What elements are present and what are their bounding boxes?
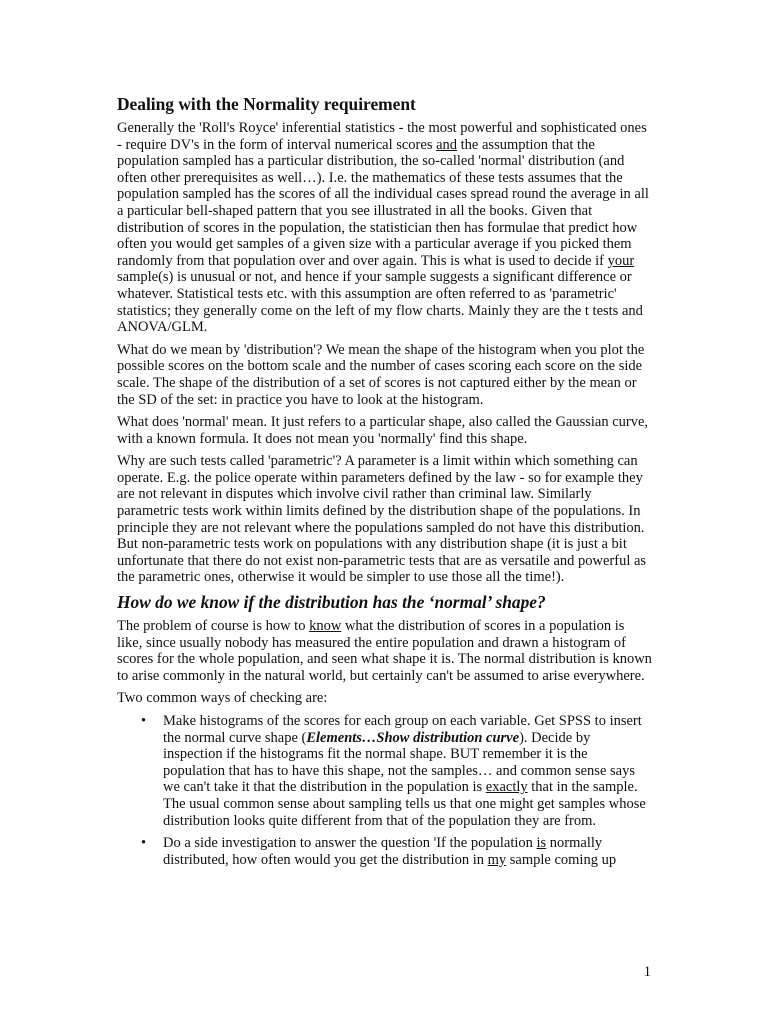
- bullet-icon: •: [141, 713, 147, 729]
- paragraph-problem: The problem of course is how to know what the distribution of scores in a population is like, since usually nobody has measured the entire population and drawn a histogram of scores for the whole population, and seen what shape it is. The normal distribution is known to arise commonly in the natural world, but certainly can't be assumed to arise everywhere.: [117, 618, 652, 684]
- paragraph-checking: Two common ways of checking are:: [117, 690, 328, 707]
- list-item: • Make histograms of the scores for each group on each variable. Get SPSS to insert the normal curve shape (Elements…Show distribution curve). Decide by inspection if the histograms fit the normal shape. BUT remember it is the population that has to have this shape, not the samples… and common sense says we can't take it that the distribution in the population is exactly that in the sample. The usual common sense about sampling tells us that one might get samples whose distribution looks quite different from that of the population they are from.: [141, 713, 646, 829]
- subsection-heading: How do we know if the distribution has the ‘normal’ shape?: [117, 592, 546, 613]
- paragraph-parametric: Why are such tests called 'parametric'? A parameter is a limit within which something can operate. E.g. the police operate within parameters defined by the law - so for example they are not relevant in disputes which involve civil rather than criminal law. Similarly parametric tests work within limits defined by the distribution shape of the populations. In principle they are not relevant where the populations sampled do not have this distribution. But non-parametric tests work on populations with any distribution shape (it is just a bit unfortunate that there do not exist non-parametric tests that are as versatile and powerful as the parametric ones, otherwise it would be simpler to use those all the time!).: [117, 453, 647, 586]
- bullet-icon: •: [141, 835, 147, 852]
- paragraph-intro: Generally the 'Roll's Royce' inferential statistics - the most powerful and sophisticated ones - require DV's in the form of interval numerical scores and the assumption that the population sampled has a particular distribution, the so-called 'normal' distribution (and often other prerequisites as well…). I.e. the mathematics of these tests assumes that the population sampled has the scores of all the individual cases spread round the average in all a particular bell-shaped pattern that you see illustrated in all the books. Given that distribution of scores in the population, the statistician then has formulae that predict how often you would get samples of a given size with a particular average if you picked them randomly from that population over and over again. This is what is used to decide if your sample(s) is unusual or not, and hence if your sample suggests a significant difference or whatever. Statistical tests etc. with this assumption are often referred to as 'parametric' statistics; they generally come on the left of my flow charts. Mainly they are the t tests and ANOVA/GLM.: [117, 120, 649, 336]
- paragraph-normal: What does 'normal' mean. It just refers to a particular shape, also called the Gaussian curve, with a known formula. It does not mean you 'normally' find this shape.: [117, 414, 649, 447]
- page-number: 1: [643, 964, 651, 980]
- bullet-list: [117, 713, 652, 868]
- section-heading: Dealing with the Normality requirement: [117, 94, 416, 114]
- paragraph-distribution: What do we mean by 'distribution'? We mean the shape of the histogram when you plot the possible scores on the bottom scale and the number of cases scoring each score on the side scale. The shape of the distribution of a set of scores is not captured either by the mean or the SD of the set: in practice you have to look at the histogram.: [117, 341, 645, 408]
- list-item: • Do a side investigation to answer the question 'If the population is normally distributed, how often would you get the distribution in my sample coming up: [141, 835, 617, 868]
